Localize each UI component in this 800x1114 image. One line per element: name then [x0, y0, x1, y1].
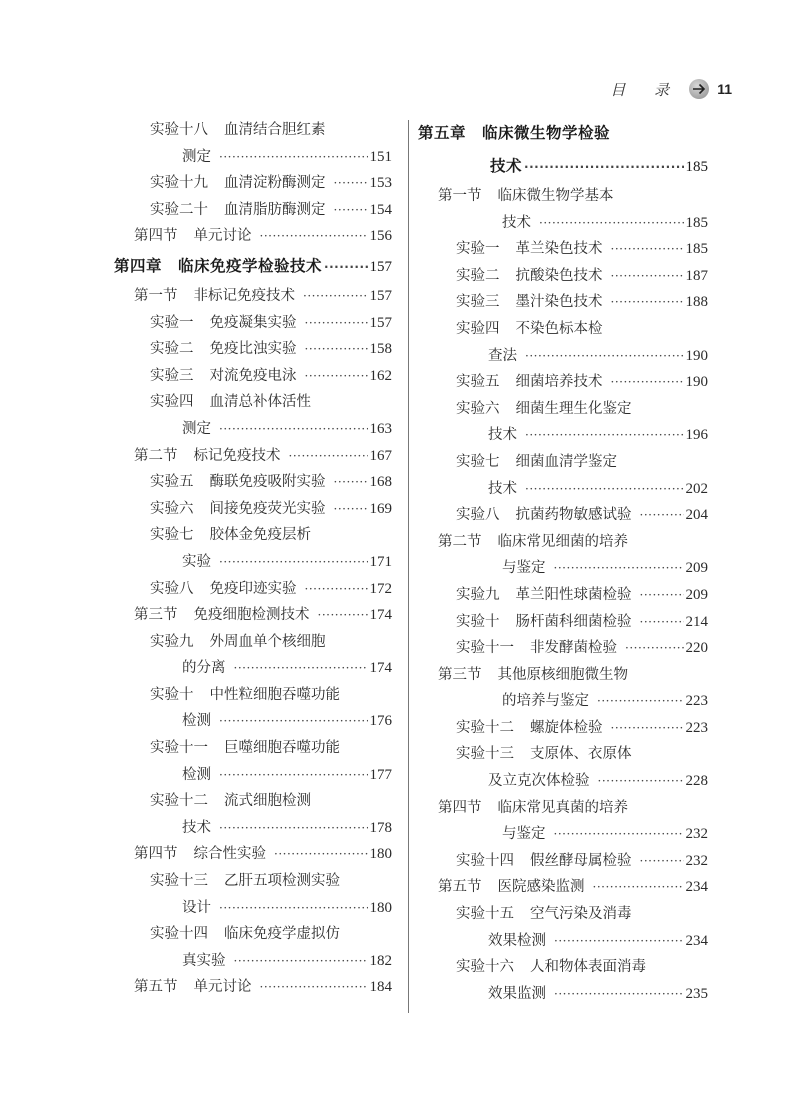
toc-entry-experiment[interactable]	[418, 741, 708, 768]
entry-title: 革兰染色技术	[515, 241, 603, 258]
dot-leader	[260, 974, 368, 1001]
dot-leader	[611, 236, 684, 263]
dot-leader	[640, 502, 684, 529]
entry-label: 第二节	[438, 533, 482, 550]
toc-left-column	[100, 117, 392, 1001]
entry-page-number: 190	[685, 374, 708, 391]
toc-entry-experiment[interactable]	[418, 901, 708, 928]
entry-page-number: 178	[369, 819, 392, 836]
entry-page-number: 235	[685, 985, 708, 1002]
entry-title: 巨噬细胞吞噬功能	[224, 740, 340, 757]
entry-title: 人和物体表面消毒	[530, 959, 646, 976]
toc-entry-experiment[interactable]	[100, 170, 392, 197]
toc-entry-experiment[interactable]	[100, 735, 392, 762]
entry-page-number: 234	[685, 879, 708, 896]
entry-title: 检测	[182, 766, 211, 783]
entry-label: 实验十二	[150, 793, 208, 810]
toc-entry-experiment[interactable]	[418, 848, 708, 875]
entry-title: 效果监测	[488, 985, 546, 1002]
dot-leader	[524, 151, 683, 184]
entry-title: 效果检测	[488, 932, 546, 949]
toc-entry-experiment[interactable]	[418, 316, 708, 343]
entry-page-number: 172	[369, 580, 392, 597]
entry-label: 第三节	[134, 607, 178, 624]
toc-entry-experiment[interactable]	[100, 336, 392, 363]
toc-entry-continuation[interactable]	[100, 144, 392, 171]
entry-label: 实验二	[456, 267, 500, 284]
dot-leader	[324, 251, 367, 284]
toc-entry-experiment[interactable]	[418, 715, 708, 742]
entry-title: 与鉴定	[502, 560, 546, 577]
toc-entry-chapter-cont[interactable]	[418, 150, 708, 183]
entry-label: 实验三	[150, 367, 194, 384]
entry-label: 实验十六	[456, 959, 514, 976]
entry-label: 实验三	[456, 294, 500, 311]
entry-label: 第一节	[438, 188, 482, 204]
entry-title: 革兰阳性球菌检验	[515, 586, 632, 603]
entry-page-number: 223	[685, 693, 708, 710]
entry-page-number: 180	[369, 899, 392, 916]
toc-entry-continuation[interactable]	[418, 981, 708, 1008]
entry-page-number: 187	[685, 267, 708, 284]
entry-title: 医院感染监测	[497, 879, 585, 896]
dot-leader	[219, 416, 368, 443]
entry-title: 细菌生理生化鉴定	[515, 400, 632, 417]
entry-page-number: 162	[369, 367, 392, 384]
entry-title: 假丝酵母属检验	[530, 852, 632, 869]
entry-label: 实验十三	[150, 873, 208, 890]
dot-leader	[611, 263, 684, 290]
entry-title: 空气污染及消毒	[530, 906, 632, 923]
dot-leader	[525, 343, 684, 370]
entry-page-number: 168	[369, 474, 392, 491]
toc-entry-experiment[interactable]	[100, 788, 392, 815]
toc-entry-section[interactable]	[100, 974, 392, 1001]
entry-label: 实验八	[150, 580, 194, 597]
toc-entry-section[interactable]	[418, 795, 708, 822]
dot-leader	[305, 310, 368, 337]
entry-title: 细菌血清学鉴定	[515, 453, 617, 470]
entry-label: 实验十八	[150, 122, 208, 138]
dot-leader	[525, 422, 684, 449]
entry-page-number: 151	[369, 148, 392, 165]
entry-page-number: 185	[685, 241, 708, 258]
toc-entry-continuation[interactable]	[418, 928, 708, 955]
entry-label: 实验六	[456, 400, 500, 417]
toc-entry-continuation[interactable]	[418, 343, 708, 370]
entry-page-number: 220	[685, 640, 708, 657]
entry-title: 螺旋体检验	[530, 719, 603, 736]
arrow-right-circle-icon	[689, 79, 709, 99]
dot-leader	[640, 582, 684, 609]
dot-leader	[554, 981, 684, 1008]
dot-leader	[611, 369, 684, 396]
toc-entry-experiment[interactable]	[418, 263, 708, 290]
dot-leader	[219, 549, 368, 576]
dot-leader	[334, 469, 368, 496]
toc-entry-continuation[interactable]	[100, 762, 392, 789]
entry-title: 测定	[182, 148, 211, 165]
entry-title: 外周血单个核细胞	[209, 633, 326, 650]
entry-title: 检测	[182, 713, 211, 730]
toc-entry-experiment[interactable]	[100, 389, 392, 416]
entry-label: 实验五	[456, 374, 500, 391]
entry-title: 临床免疫学检验技术	[178, 256, 323, 275]
toc-entry-section[interactable]	[100, 223, 392, 250]
entry-label: 第一节	[134, 287, 178, 304]
entry-label: 实验十	[456, 613, 500, 630]
dot-leader	[274, 841, 368, 868]
toc-entry-experiment[interactable]	[100, 363, 392, 390]
dot-leader	[219, 708, 368, 735]
entry-title: 免疫印迹实验	[209, 580, 297, 597]
entry-page-number: 177	[369, 766, 392, 783]
entry-title: 与鉴定	[502, 826, 546, 843]
entry-label: 实验十五	[456, 906, 514, 923]
entry-title: 肠杆菌科细菌检验	[515, 613, 632, 630]
entry-label: 实验六	[150, 500, 194, 517]
entry-title: 技术	[182, 819, 211, 836]
entry-title: 查法	[488, 347, 517, 364]
entry-page-number: 153	[369, 175, 392, 192]
entry-page-number: 163	[369, 420, 392, 437]
dot-leader	[554, 821, 684, 848]
entry-title: 细菌培养技术	[515, 374, 603, 391]
entry-title: 临床常见真菌的培养	[497, 799, 628, 816]
entry-label: 实验七	[150, 527, 194, 544]
toc-entry-experiment[interactable]	[100, 921, 392, 948]
entry-label: 实验四	[150, 394, 194, 411]
dot-leader	[219, 762, 368, 789]
entry-page-number: 209	[685, 586, 708, 603]
toc-entry-experiment[interactable]	[100, 117, 392, 144]
entry-title: 乙肝五项检测实验	[224, 873, 340, 890]
entry-title: 免疫凝集实验	[209, 314, 297, 331]
toc-entry-experiment[interactable]	[100, 682, 392, 709]
dot-leader	[219, 895, 368, 922]
entry-page-number: 204	[685, 507, 708, 524]
toc-entry-experiment[interactable]	[100, 197, 392, 224]
dot-leader	[593, 874, 684, 901]
entry-label: 第四章	[114, 256, 163, 275]
entry-page-number: 184	[369, 979, 392, 996]
entry-title: 临床免疫学虚拟仿	[224, 926, 340, 943]
entry-page-number: 157	[369, 258, 392, 275]
entry-label: 第四节	[134, 846, 178, 863]
toc-entry-experiment[interactable]	[418, 396, 708, 423]
entry-title: 其他原核细胞微生物	[497, 666, 628, 683]
entry-page-number: 158	[369, 341, 392, 358]
dot-leader	[611, 289, 684, 316]
toc-entry-continuation[interactable]	[100, 416, 392, 443]
entry-page-number: 174	[369, 660, 392, 677]
dot-leader	[305, 363, 368, 390]
toc-entry-section[interactable]	[418, 529, 708, 556]
entry-label: 实验十	[150, 686, 194, 703]
entry-label: 实验八	[456, 507, 500, 524]
entry-page-number: 190	[685, 347, 708, 364]
entry-label: 实验十二	[456, 719, 514, 736]
toc-entry-experiment[interactable]	[418, 582, 708, 609]
toc-entry-continuation[interactable]	[100, 549, 392, 576]
entry-label: 实验十三	[456, 746, 514, 763]
dot-leader	[234, 655, 368, 682]
entry-title: 技术	[488, 427, 517, 444]
toc-entry-experiment[interactable]	[418, 609, 708, 636]
dot-leader	[640, 848, 684, 875]
dot-leader	[334, 170, 368, 197]
toc-entry-section[interactable]	[100, 443, 392, 470]
page-header	[610, 76, 732, 102]
toc-entry-continuation[interactable]	[100, 708, 392, 735]
toc-entry-experiment[interactable]	[100, 522, 392, 549]
entry-title: 单元讨论	[193, 979, 252, 996]
entry-page-number: 228	[685, 773, 708, 790]
column-divider	[408, 120, 409, 1013]
entry-title: 墨汁染色技术	[515, 294, 603, 311]
toc-entry-experiment[interactable]	[418, 289, 708, 316]
entry-page-number: 169	[369, 500, 392, 517]
entry-label: 实验十四	[456, 852, 514, 869]
dot-leader	[219, 144, 368, 171]
entry-label: 第二节	[134, 447, 178, 464]
toc-entry-experiment[interactable]	[418, 449, 708, 476]
entry-page-number: 185	[685, 159, 708, 175]
entry-title: 的培养与鉴定	[502, 693, 589, 710]
entry-label: 实验十一	[456, 640, 514, 657]
toc-entry-continuation[interactable]	[418, 210, 708, 237]
entry-label: 实验十一	[150, 740, 208, 757]
entry-page-number: 176	[369, 713, 392, 730]
dot-leader	[554, 928, 684, 955]
entry-page-number: 196	[685, 427, 708, 444]
entry-label: 第五章	[418, 124, 467, 142]
toc-entry-experiment[interactable]	[100, 576, 392, 603]
entry-label: 第三节	[438, 666, 482, 683]
toc-entry-experiment[interactable]	[100, 496, 392, 523]
entry-label: 实验一	[456, 241, 500, 258]
entry-page-number: 234	[685, 932, 708, 949]
entry-title: 血清总补体活性	[209, 394, 311, 411]
entry-title: 支原体、衣原体	[530, 746, 632, 763]
dot-leader	[289, 443, 368, 470]
entry-title: 流式细胞检测	[224, 793, 311, 810]
entry-title: 血清脂肪酶测定	[224, 201, 326, 218]
entry-title: 抗酸染色技术	[515, 267, 603, 284]
entry-label: 第四节	[438, 799, 482, 816]
entry-label: 第五节	[134, 979, 178, 996]
toc-entry-experiment[interactable]	[100, 868, 392, 895]
dot-leader	[625, 635, 684, 662]
entry-page-number: 182	[369, 952, 392, 969]
entry-label: 第四节	[134, 228, 178, 245]
entry-title: 免疫比浊实验	[209, 341, 297, 358]
toc-entry-continuation[interactable]	[418, 768, 708, 795]
entry-label: 实验十四	[150, 926, 208, 943]
entry-page-number: 167	[369, 447, 392, 464]
entry-label: 实验七	[456, 453, 500, 470]
toc-entry-continuation[interactable]	[418, 821, 708, 848]
entry-title: 非发酵菌检验	[530, 640, 617, 657]
entry-title: 技术	[490, 157, 523, 175]
dot-leader	[334, 496, 368, 523]
dot-leader	[554, 555, 684, 582]
dot-leader	[525, 476, 684, 503]
entry-page-number: 185	[685, 214, 708, 231]
toc-entry-continuation[interactable]	[418, 688, 708, 715]
toc-entry-section[interactable]	[100, 283, 392, 310]
toc-entry-continuation[interactable]	[100, 948, 392, 975]
entry-page-number: 156	[369, 228, 392, 245]
toc-entry-section[interactable]	[418, 183, 708, 210]
entry-page-number: 202	[685, 480, 708, 497]
toc-entry-continuation[interactable]	[100, 815, 392, 842]
entry-title: 综合性实验	[193, 846, 266, 863]
toc-entry-continuation[interactable]	[418, 555, 708, 582]
toc-entry-experiment[interactable]	[418, 502, 708, 529]
entry-label: 实验五	[150, 474, 194, 491]
dot-leader	[219, 815, 368, 842]
entry-page-number: 174	[369, 607, 392, 624]
toc-entry-section[interactable]	[418, 874, 708, 901]
entry-title: 技术	[488, 480, 517, 497]
entry-title: 真实验	[182, 952, 226, 969]
entry-title: 中性粒细胞吞噬功能	[209, 686, 340, 703]
entry-label: 实验九	[150, 633, 194, 650]
toc-entry-continuation[interactable]	[100, 655, 392, 682]
toc-entry-experiment[interactable]	[418, 635, 708, 662]
entry-title: 酶联免疫吸附实验	[209, 474, 326, 491]
entry-label: 实验二	[150, 341, 194, 358]
entry-page-number: 232	[685, 852, 708, 869]
entry-title: 抗菌药物敏感试验	[515, 507, 632, 524]
toc-entry-continuation[interactable]	[418, 422, 708, 449]
entry-title: 临床微生物学检验	[482, 124, 611, 142]
entry-label: 实验十九	[150, 175, 208, 192]
dot-leader	[539, 210, 684, 237]
entry-title: 实验	[182, 553, 211, 570]
toc-entry-section[interactable]	[100, 841, 392, 868]
entry-label: 实验四	[456, 320, 500, 337]
toc-entry-experiment[interactable]	[418, 236, 708, 263]
toc-entry-experiment[interactable]	[100, 469, 392, 496]
toc-entry-chapter[interactable]	[100, 250, 392, 283]
entry-page-number: 171	[369, 553, 392, 570]
dot-leader	[305, 336, 368, 363]
entry-title: 对流免疫电泳	[209, 367, 297, 384]
dot-leader	[611, 715, 684, 742]
entry-page-number: 223	[685, 719, 708, 736]
entry-page-number: 157	[369, 287, 392, 304]
dot-leader	[597, 688, 684, 715]
toc-entry-section[interactable]	[100, 602, 392, 629]
toc-entry-chapter[interactable]	[418, 117, 708, 150]
entry-title: 及立克次体检验	[488, 773, 590, 790]
entry-label: 实验九	[456, 586, 500, 603]
entry-title: 血清淀粉酶测定	[224, 175, 326, 192]
page-number: 11	[717, 81, 732, 97]
toc-entry-continuation[interactable]	[100, 895, 392, 922]
entry-title: 设计	[182, 899, 211, 916]
entry-page-number: 157	[369, 314, 392, 331]
toc-entry-experiment[interactable]	[100, 629, 392, 656]
dot-leader	[334, 197, 368, 224]
entry-label: 第五节	[438, 879, 482, 896]
entry-title: 测定	[182, 420, 211, 437]
dot-leader	[305, 576, 368, 603]
toc-entry-continuation[interactable]	[418, 476, 708, 503]
entry-title: 不染色标本检	[515, 320, 603, 337]
entry-title: 标记免疫技术	[193, 447, 281, 464]
dot-leader	[303, 283, 368, 310]
toc-right-column	[418, 117, 708, 1007]
entry-title: 的分离	[182, 660, 226, 677]
entry-title: 单元讨论	[193, 228, 252, 245]
entry-page-number: 154	[369, 201, 392, 218]
header-title: 目 录	[610, 80, 682, 99]
entry-title: 胶体金免疫层析	[209, 527, 311, 544]
dot-leader	[598, 768, 684, 795]
toc-entry-experiment[interactable]	[100, 310, 392, 337]
toc-entry-section[interactable]	[418, 662, 708, 689]
entry-label: 实验一	[150, 314, 194, 331]
dot-leader	[640, 609, 684, 636]
toc-entry-experiment[interactable]	[418, 954, 708, 981]
entry-title: 血清结合胆红素	[224, 122, 326, 138]
entry-page-number: 232	[685, 826, 708, 843]
entry-title: 非标记免疫技术	[193, 287, 295, 304]
dot-leader	[260, 223, 368, 250]
entry-title: 间接免疫荧光实验	[209, 500, 326, 517]
entry-title: 免疫细胞检测技术	[193, 607, 310, 624]
dot-leader	[234, 948, 368, 975]
entry-page-number: 188	[685, 294, 708, 311]
entry-page-number: 214	[685, 613, 708, 630]
toc-entry-experiment[interactable]	[418, 369, 708, 396]
entry-page-number: 180	[369, 846, 392, 863]
entry-title: 临床微生物学基本	[497, 188, 614, 204]
entry-title: 临床常见细菌的培养	[497, 533, 628, 550]
entry-page-number: 209	[685, 560, 708, 577]
entry-label: 实验二十	[150, 201, 208, 218]
dot-leader	[318, 602, 368, 629]
entry-title: 技术	[502, 214, 531, 231]
